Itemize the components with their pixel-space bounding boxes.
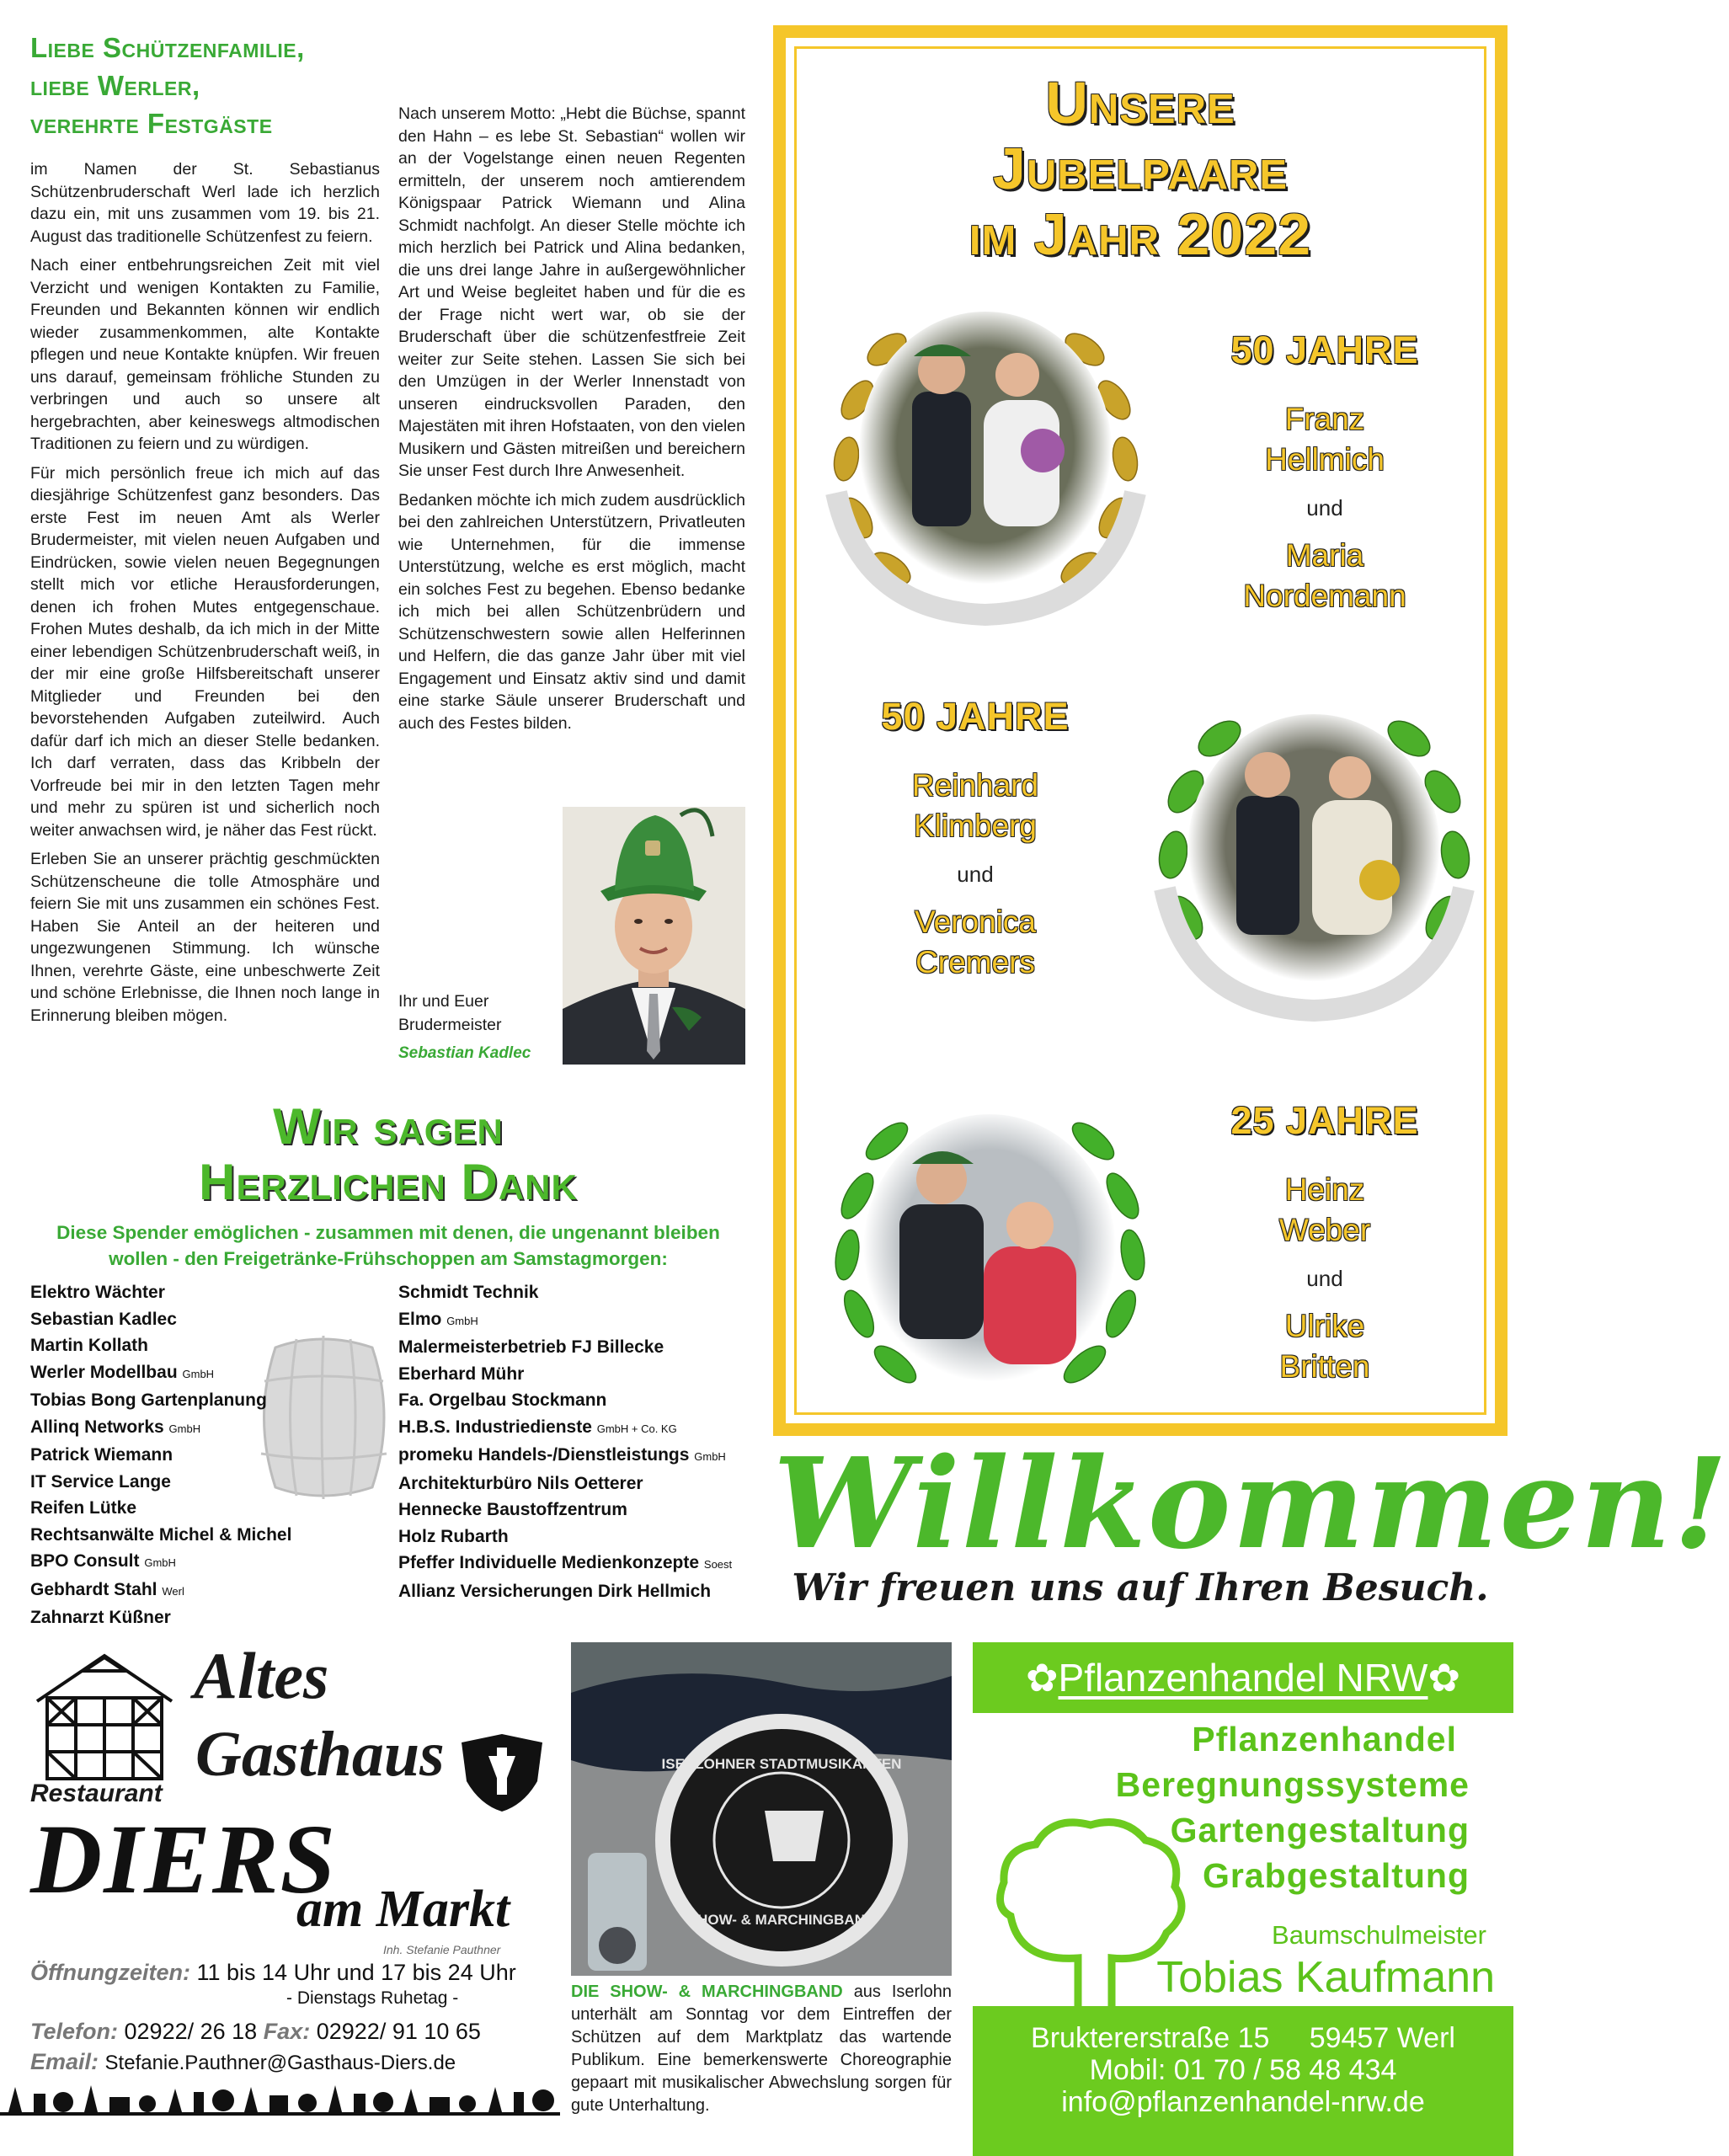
- donor-suffix: GmbH: [182, 1367, 215, 1380]
- gasthaus-name: Gasthaus: [195, 1719, 445, 1790]
- pflanzen-service: Pflanzenhandel: [1192, 1720, 1457, 1758]
- pflanzen-service: Gartengestaltung: [1170, 1811, 1470, 1849]
- donor-name: Reifen Lütke: [30, 1498, 137, 1518]
- donor-item: [30, 1577, 291, 1605]
- phone-value: 02922/ 26 18: [124, 2019, 258, 2044]
- donor-name: Zahnarzt Küßner: [30, 1608, 171, 1627]
- gasthaus-phone-line: [30, 2019, 481, 2045]
- letter-greeting: [30, 29, 401, 142]
- brudermeister-portrait: [563, 807, 745, 1065]
- gasthaus-am-markt: am Markt: [296, 1881, 510, 1938]
- donor-name: Elmo: [398, 1309, 442, 1329]
- donor-name: Eberhard Mühr: [398, 1364, 525, 1384]
- pflanzen-email[interactable]: info@pflanzenhandel-nrw.de: [1061, 2086, 1425, 2118]
- donor-name: Gebhardt Stahl: [30, 1579, 157, 1599]
- donor-suffix: GmbH: [446, 1314, 478, 1327]
- dank-subtitle-line: Diese Spender emöglichen - zusammen mit denen, die ungenannt bleiben: [56, 1222, 720, 1243]
- willkommen-headline: Willkommen!: [773, 1430, 1729, 1577]
- coat-of-arms-icon: [456, 1731, 547, 1815]
- couple-person-1: Weber: [1278, 1213, 1371, 1247]
- email-label: Email:: [30, 2049, 99, 2074]
- dank-title: [30, 1099, 746, 1210]
- donor-item: [30, 1548, 291, 1577]
- couple-person-1: Klimberg: [914, 808, 1037, 843]
- drum-text-bottom: SHOW- & MARCHINGBAND: [687, 1912, 876, 1928]
- gasthaus-owner: Inh. Stefanie Pauthner: [383, 1943, 501, 1956]
- couple-years: 25 JAHRE: [1230, 1099, 1419, 1142]
- band-description: [571, 1981, 952, 2117]
- donor-item: [398, 1306, 732, 1335]
- letter-paragraph: Für mich persönlich freue ich mich auf das diesjährige Schützenfest ganz besonders. Das erste Fest im neuen Amt als Werler Brudermeister, mit vielen neuen Aufgaben und Eindrücken, sowie vielen neuen Begegnungen stellt mich vor etliche Herausforderungen, denen ich frohen Mutes entgegenschaue. Frohen Mutes deshalb, da ich mich in der Mitte einer lebendigen Schützenbruderschaft weiß, in der mir eine große Hilfsbereitschaft unserer Mitglieder und Freunden bei den bevorstehenden Aufgaben zuteilwird. Auch dafür darf ich mich an dieser Stelle bedanken. Ich darf verraten, dass das Kribbeln der Vorfreude bei mir in den letzten Tagen mehr und mehr zu spüren ist und sicherlich noch weiter anwachsen wird, je näher das Fest rückt.: [30, 463, 380, 840]
- letter-signature: Sebastian Kadlec: [398, 1044, 531, 1062]
- leaf-icon: ✿: [1025, 1656, 1059, 1700]
- greeting-line: Liebe Schützenfamilie,: [30, 32, 305, 63]
- donor-name: Pfeffer Individuelle Medienkonzepte: [398, 1553, 700, 1572]
- donor-suffix: Soest: [703, 1558, 733, 1571]
- donor-suffix: GmbH: [694, 1450, 726, 1463]
- pflanzen-service: Beregnungssysteme: [1115, 1765, 1470, 1804]
- letter-signoff: [398, 990, 550, 1037]
- donor-suffix: GmbH: [144, 1556, 176, 1569]
- pflanzen-mobile: Mobil: 01 70 / 58 48 434: [1089, 2054, 1397, 2086]
- donor-list-right: [398, 1279, 732, 1604]
- couple-und: und: [1306, 1266, 1343, 1291]
- donor-name: Werler Modellbau: [30, 1362, 178, 1382]
- portrait-illustration: [563, 807, 745, 1065]
- jubel-title-line: Unsere: [1045, 70, 1235, 136]
- jubelpaare-box: [773, 25, 1508, 1436]
- donor-item: [398, 1414, 732, 1443]
- donor-item: [30, 1279, 291, 1306]
- jubel-title-line: im Jahr 2022: [969, 201, 1312, 267]
- donor-name: Allianz Versicherungen Dirk Hellmich: [398, 1581, 712, 1601]
- couple-person-2: Britten: [1279, 1349, 1370, 1384]
- donor-item: [30, 1387, 291, 1414]
- couple-2-text: [819, 695, 1131, 983]
- jubelpaare-title: [786, 70, 1495, 267]
- signoff-line: Brudermeister: [398, 1016, 502, 1034]
- donor-list-left: [30, 1279, 291, 1631]
- drum-text-top: ISERLOHNER STADTMUSIKANTEN: [661, 1756, 902, 1772]
- couple-person-2: Veronica: [915, 905, 1036, 939]
- gasthaus-altes: Altes: [194, 1639, 329, 1712]
- donor-suffix: GmbH + Co. KG: [596, 1422, 677, 1435]
- willkommen-subline: Wir freuen uns auf Ihren Besuch.: [792, 1566, 1489, 1609]
- couple-3-text: [1169, 1099, 1481, 1387]
- letter-column-2: [398, 103, 745, 741]
- dank-subtitle-line: wollen - den Freigetränke-Frühschoppen am Samstagmorgen:: [109, 1248, 668, 1269]
- pflanzen-meister: Baumschulmeister: [1272, 1920, 1486, 1950]
- laurel-wreath-photo-3: [815, 1086, 1165, 1423]
- couple-years: 50 JAHRE: [1230, 328, 1419, 371]
- couple-person-1: Heinz: [1284, 1172, 1365, 1207]
- pflanzenhandel-title: Pflanzenhandel NRW: [1058, 1656, 1428, 1700]
- fax-label: Fax:: [263, 2019, 311, 2044]
- pflanzenhandel-header: [973, 1642, 1513, 1713]
- donor-item: [398, 1524, 732, 1550]
- donor-name: Tobias Bong Gartenplanung: [30, 1390, 267, 1410]
- pflanzen-address: Bruktererstraße 15 59457 Werl: [1031, 2022, 1455, 2054]
- donor-item: [30, 1604, 291, 1631]
- donor-item: [30, 1332, 291, 1359]
- donor-item: [30, 1495, 291, 1522]
- timber-house-icon: [30, 1649, 178, 1784]
- donor-name: promeku Handels-/Dienstleistungs: [398, 1445, 690, 1465]
- couple-person-1: Reinhard: [911, 768, 1039, 803]
- gasthaus-email-line: [30, 2049, 456, 2075]
- donor-item: [30, 1469, 291, 1496]
- couple-person-2: Cremers: [915, 945, 1035, 979]
- gasthaus-hours-line: [30, 1960, 516, 1986]
- donor-item: [30, 1522, 291, 1549]
- donor-item: [30, 1359, 291, 1388]
- pflanzen-owner-name: Tobias Kaufmann: [1156, 1953, 1495, 2002]
- leaf-icon: ✿: [1427, 1656, 1461, 1700]
- pflanzen-service: Grabgestaltung: [1203, 1856, 1470, 1895]
- donor-item: [398, 1334, 732, 1361]
- couple-years: 50 JAHRE: [881, 695, 1070, 738]
- greeting-line: verehrte Festgäste: [30, 108, 273, 139]
- letter-paragraph: Erleben Sie an unserer prächtig geschmückten Schützenscheune die tolle Atmosphäre und feiern Sie mit uns zusammen ein schönes Fest. Haben Sie Anteil an der heiteren und ungezwungenen Stimmung. Ich wünsche Ihnen, verehrte Gäste, eine unbeschwerte Zeit und schöne Erlebnisse, die Ihnen noch lange in Erinnerung bleiben mögen.: [30, 850, 380, 1025]
- hours-label: Öffnungzeiten:: [30, 1960, 190, 1985]
- donor-name: Schmidt Technik: [398, 1283, 539, 1302]
- donor-item: [30, 1306, 291, 1333]
- donor-item: [30, 1442, 291, 1469]
- letter-paragraph: Bedanken möchte ich mich zudem ausdrücklich bei den zahlreichen Unterstützern, Privatleuten wie Unternehmen, für die immense Unterstützung, welche es erst möglich, macht ein solches Fest zu begehen. Ebenso bedanke ich mich bei allen Schützenbrüdern und Schützenschwestern sowie allen Helferinnen und Helfern, die das ganze Jahr über mit viel Engagement und Einsatz aktiv sind und damit eine starke Säule unserer Bruderschaft und auch des Festes bilden.: [398, 490, 745, 733]
- band-body: aus Iserlohn unterhält am Sonntag vor dem Eintreffen der Schützen auf dem Marktplatz das wartende Publikum. Eine bemerkenswerte Choreographie gepaart mit musikalischer Abwechslung sorgen für gute Unterhaltung.: [571, 1983, 952, 2115]
- donor-name: Architekturbüro Nils Oetterer: [398, 1473, 643, 1493]
- band-heading: DIE SHOW- & MARCHINGBAND: [571, 1983, 843, 2001]
- oak-wreath-photo-2: [1139, 686, 1489, 1032]
- letter-column-1: [30, 158, 380, 1027]
- donor-item: [398, 1361, 732, 1388]
- donor-name: Martin Kollath: [30, 1336, 148, 1355]
- donor-item: [398, 1470, 732, 1497]
- gasthaus-closed: - Dienstags Ruhetag -: [286, 1988, 459, 2008]
- pflanzen-contact-box: [973, 2006, 1513, 2156]
- donor-name: IT Service Lange: [30, 1471, 171, 1492]
- tableware-border-illustration: [0, 2079, 560, 2129]
- dank-title-line: Herzlichen Dank: [199, 1154, 578, 1210]
- donor-suffix: Werl: [162, 1584, 184, 1598]
- couple-1-text: [1169, 328, 1481, 616]
- fax-value: 02922/ 91 10 65: [316, 2019, 481, 2044]
- letter-paragraph: im Namen der St. Sebastianus Schützenbruderschaft Werl lade ich herzlich dazu ein, mit uns zusammen vom 19. bis 21. August das traditionelle Schützenfest zu feiern.: [30, 160, 380, 246]
- marchingband-photo: [571, 1642, 952, 1976]
- dank-subtitle: [30, 1219, 746, 1272]
- donor-item: [398, 1550, 732, 1578]
- couple-person-2: Maria: [1285, 538, 1364, 573]
- donor-name: Holz Rubarth: [398, 1526, 509, 1546]
- donor-item: [30, 1414, 291, 1443]
- donor-item: [398, 1279, 732, 1306]
- email-value[interactable]: Stefanie.Pauthner@Gasthaus-Diers.de: [104, 2052, 456, 2074]
- donor-name: Rechtsanwälte Michel & Michel: [30, 1524, 292, 1545]
- donor-item: [398, 1442, 732, 1470]
- letter-paragraph: Nach unserem Motto: „Hebt die Büchse, spannt den Hahn – es lebe St. Sebastian“ wollen wir an der Vogelstange einen neuen Regenten ermitteln, der unserem noch amtierendem Königspaar Patrick Wiemann und Alina Schmidt nachfolgt. An dieser Stelle möchte ich mich herzlich bei Patrick und Alina bedanken, die uns drei lange Jahre in außergewöhnlicher Art und Weise begleitet haben und für die es der Frage nicht wert war, ob sie der Bruderschaft über die schützenfestfreie Zeit weiter zur Seite stehen. Lassen Sie sich bei den Umzügen in der Werler Innenstadt von unseren eindrucksvollen Paraden, den Majestäten mit ihren Hofstaaten, von den vielen Musikern und Gästen mitreißen und bereichern Sie unser Fest durch Ihre Anwesenheit.: [398, 104, 745, 480]
- donor-name: Elektro Wächter: [30, 1283, 165, 1302]
- donor-name: Hennecke Baustoffzentrum: [398, 1500, 627, 1519]
- hours-value: 11 bis 14 Uhr und 17 bis 24 Uhr: [196, 1960, 516, 1985]
- phone-label: Telefon:: [30, 2019, 118, 2044]
- couple-person-1: Hellmich: [1265, 442, 1385, 477]
- letter-paragraph: Nach einer entbehrungsreichen Zeit mit viel Verzicht und wenigen Kontakten zu Familie, Freunden und Bekannten können wir endlich wieder zusammenkommen, alte Kontakte pflegen und neue Kontakte knüpfen. Wir freuen uns darauf, gemeinsam fröhliche Stunden zu verbringen und auch so unsere alt hergebrachten, aber keineswegs altmodischen Traditionen zu feiern und zu würdigen.: [30, 256, 380, 453]
- couple-person-1: Franz: [1284, 402, 1365, 436]
- donor-item: [398, 1578, 732, 1605]
- gasthaus-restaurant: Restaurant: [30, 1780, 163, 1807]
- donor-name: BPO Consult: [30, 1551, 140, 1571]
- jubel-title-line: Jubelpaare: [992, 136, 1289, 201]
- marching-drum-illustration: [571, 1642, 952, 1976]
- couple-und: und: [957, 862, 994, 887]
- greeting-line: liebe Werler,: [30, 70, 200, 101]
- donor-item: [398, 1387, 732, 1414]
- donor-name: Malermeisterbetrieb FJ Billecke: [398, 1337, 664, 1357]
- couple-person-2: Nordemann: [1243, 579, 1406, 613]
- donor-name: Allinq Networks: [30, 1417, 164, 1437]
- donor-name: Sebastian Kadlec: [30, 1309, 177, 1329]
- couple-und: und: [1306, 495, 1343, 520]
- donor-suffix: GmbH: [168, 1422, 201, 1435]
- donor-name: H.B.S. Industriedienste: [398, 1417, 592, 1437]
- donor-name: Patrick Wiemann: [30, 1445, 173, 1465]
- donor-name: Fa. Orgelbau Stockmann: [398, 1390, 607, 1410]
- dank-title-line: Wir sagen: [273, 1098, 504, 1155]
- signoff-line: Ihr und Euer: [398, 992, 489, 1011]
- donor-item: [398, 1497, 732, 1524]
- gasthaus-diers: DIERS: [30, 1804, 338, 1914]
- couple-person-2: Ulrike: [1284, 1309, 1365, 1343]
- gold-wreath-photo-1: [811, 282, 1161, 636]
